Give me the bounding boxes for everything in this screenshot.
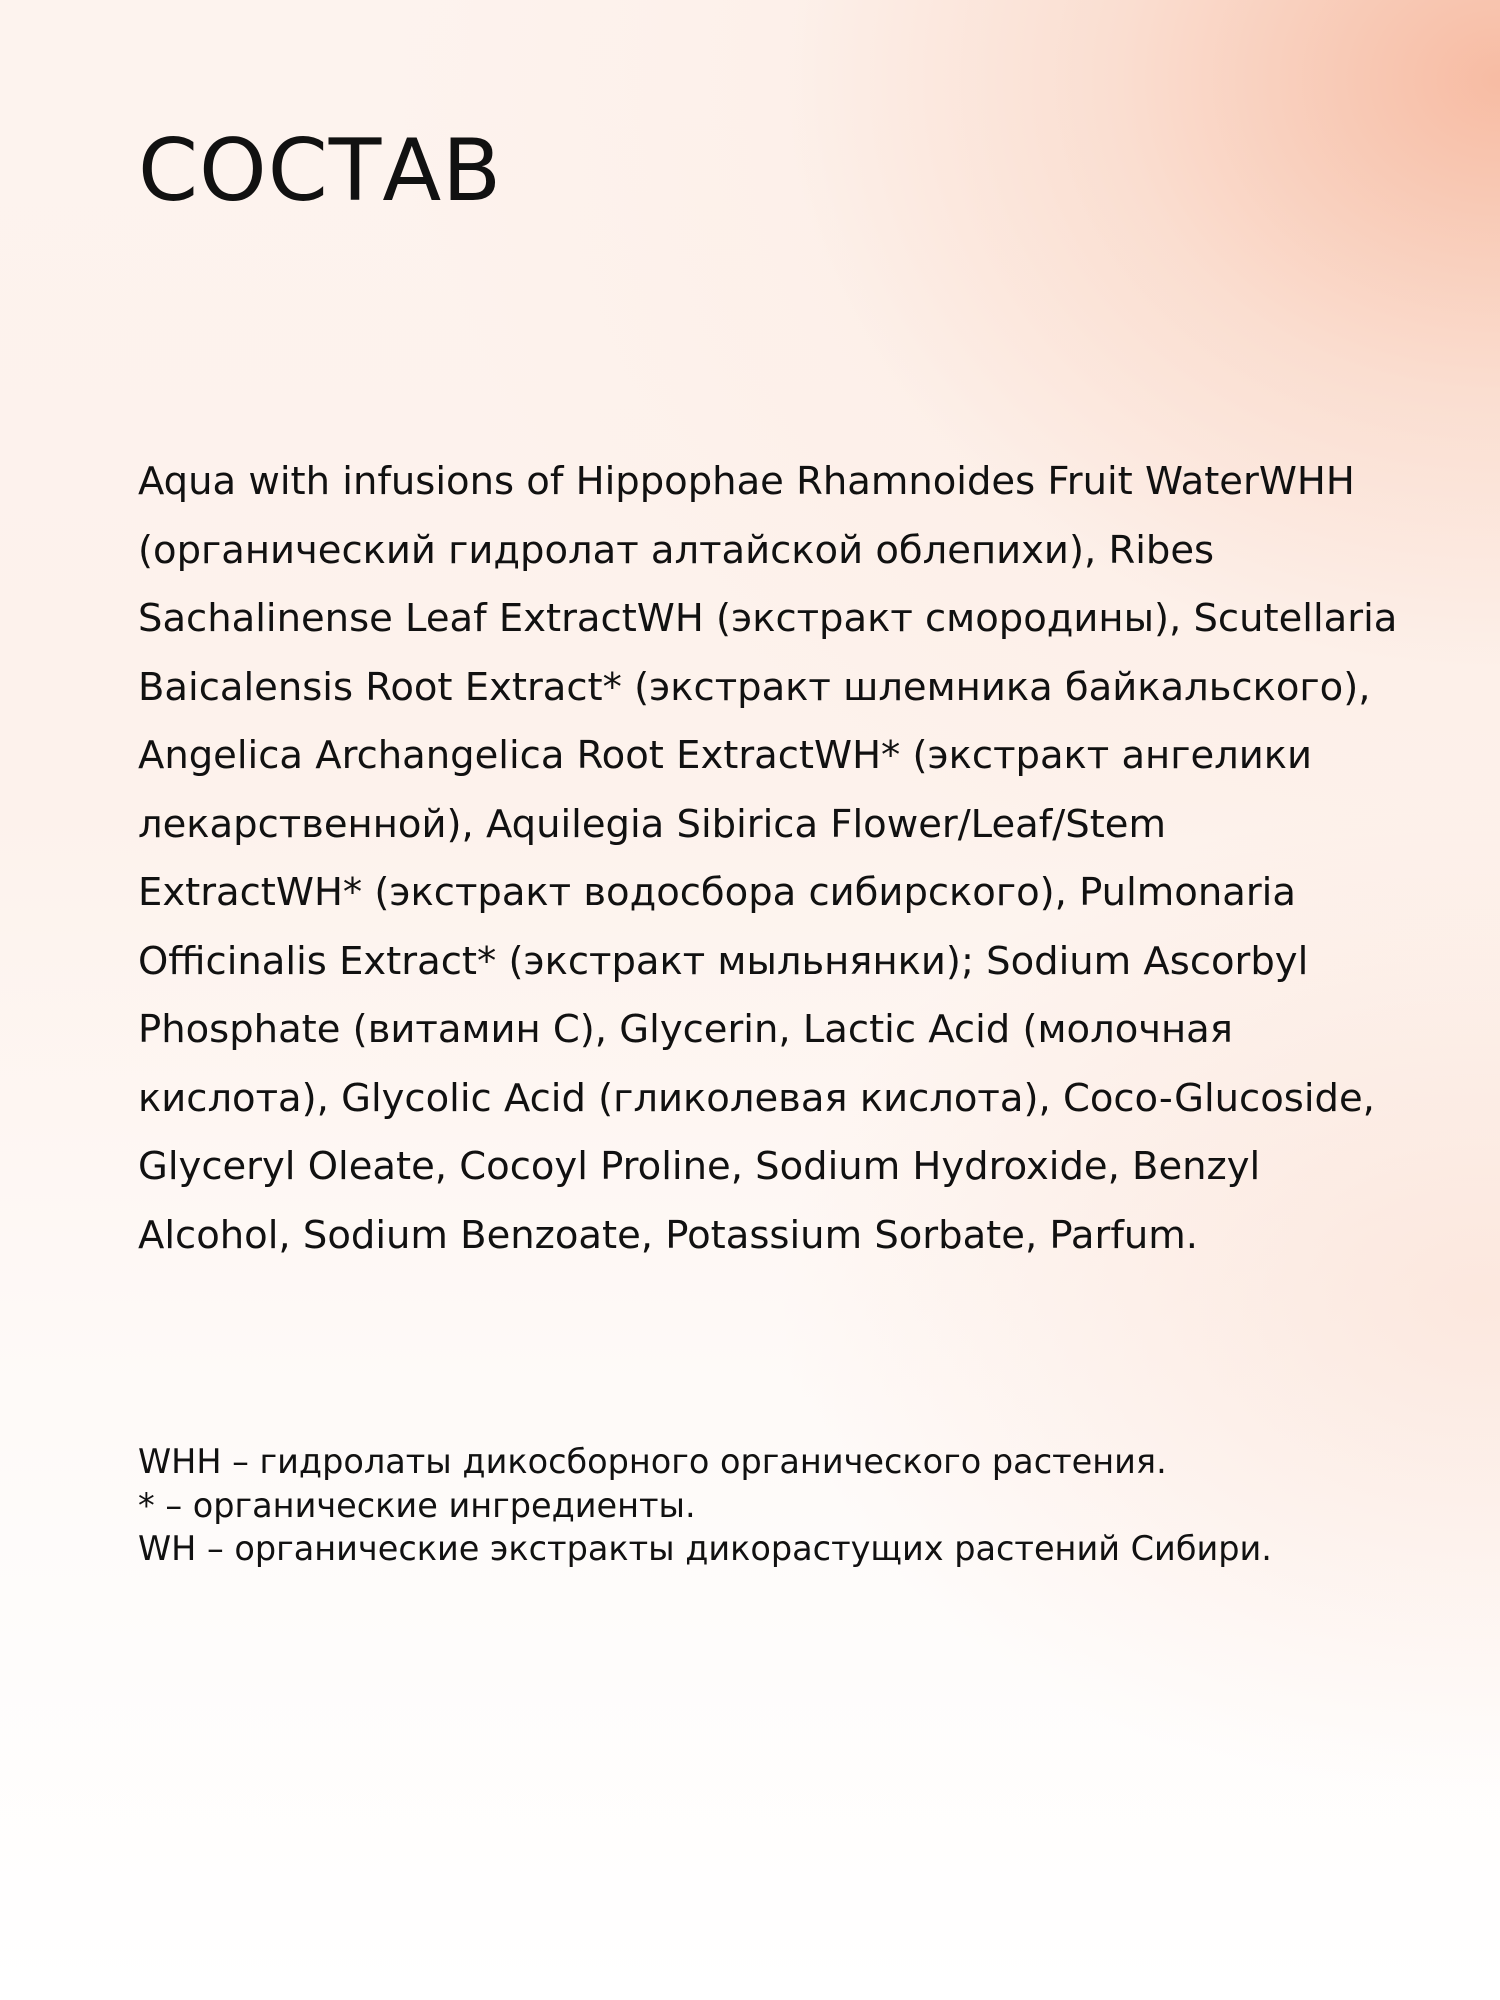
footnote-organic: * – органические ингредиенты.	[138, 1485, 696, 1525]
ingredients-text: Aqua with infusions of Hippophae Rhamnoides Fruit WaterWHH (органический гидролат алтайской облепихи), Ribes Sachalinense Leaf ExtractWH (экстракт смородины), Scutellaria Baicalensis Root Extract* (экстракт шлемника байкальского), Angelica Archangelica Root ExtractWH* (экстракт ангелики лекарственной), Aquilegia Sibirica Flower/Leaf/Stem ExtractWH* (экстракт водосбора сибирского), Pulmonaria Officinalis Extract* (экстракт мыльнянки); Sodium Ascorbyl Phosphate (витамин С), Glycerin, Lactic Acid (молочная кислота), Glycolic Acid (гликолевая кислота), Coco-Glucoside, Glyceryl Oleate, Cocoyl Proline, Sodium Hydroxide, Benzyl Alcohol, Sodium Benzoate, Potassium Sorbate, Parfum.	[138, 459, 1398, 1258]
page-title: СОСТАВ	[138, 121, 503, 221]
footnotes	[138, 1440, 1398, 1571]
footnote-wh: WH – органические экстракты дикорастущих растений Сибири.	[138, 1529, 1272, 1568]
footnote-whh: WHH – гидролаты дикосборного органического растения.	[138, 1442, 1167, 1481]
